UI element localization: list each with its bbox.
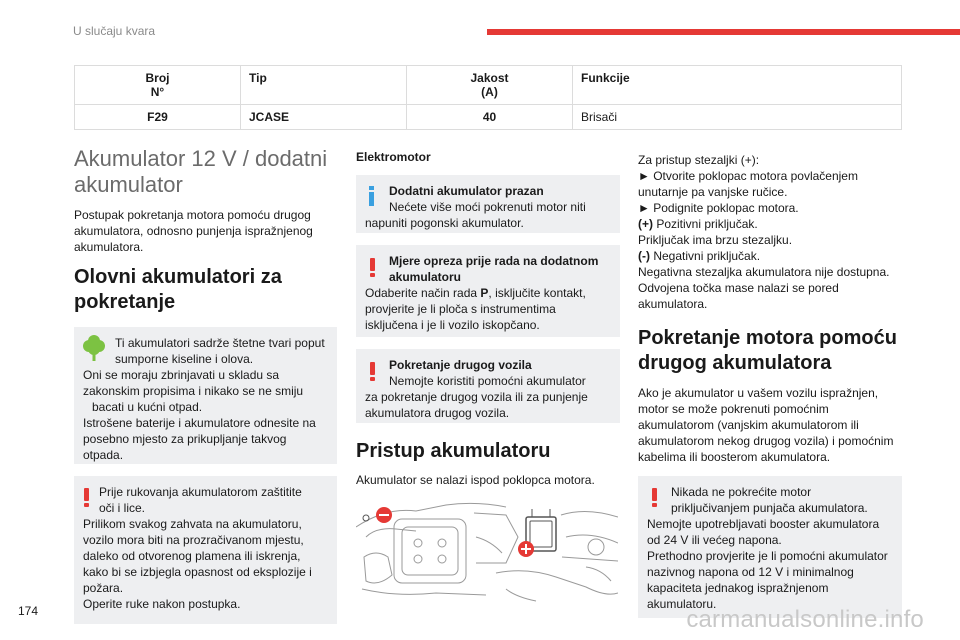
eco-note-line5: Istrošene baterije i akumulatore odnesite na posebno mjesto za prikupljanje takvog otpada. [83, 416, 316, 462]
info-note-auxiliary-empty [356, 175, 620, 233]
negative-terminal-extra: Negativna stezaljka akumulatora nije dostupna. Odvojena točka mase nalazi se pored akumulatora. [638, 265, 890, 311]
info-note-body-first: Nećete više moći pokrenuti motor niti [389, 200, 586, 214]
warning-note-body-first: Nemojte koristiti pomoćni akumulator [389, 374, 586, 388]
info-note-body-rest: napuniti pogonski akumulator. [365, 216, 524, 230]
heading-pristup-akumulatoru: Pristup akumulatoru [356, 440, 551, 462]
cell-jakost: 40 [407, 105, 573, 130]
warning-note-booster [638, 476, 902, 618]
warning-note-body-rest: za pokretanje drugog vozila ili za punjenje akumulatora drugog vozila. [365, 390, 588, 420]
warning-icon [370, 362, 376, 382]
warning-icon [652, 488, 658, 508]
eco-note [74, 327, 337, 464]
warning-icon [84, 488, 90, 508]
cell-tip: JCASE [241, 105, 407, 130]
column-header-broj: Broj N° [75, 66, 241, 105]
column-left [74, 146, 337, 624]
warning-line1: Nikada ne pokrećite motor [671, 485, 812, 499]
eco-note-line2: sumporne kiseline i olova. [115, 352, 254, 366]
watermark: carmanualsonline.info [686, 606, 924, 633]
positive-terminal-text: (+) Pozitivni priključak. [638, 217, 758, 231]
engine-bay-drawing [356, 497, 618, 607]
clamp-access-text: Za pristup stezaljki (+): [638, 153, 760, 167]
warning-note-body: Odaberite način rada P, isključite kontakt, provjerite je li ploča s instrumentima isključena i je li vozilo iskopčano. [365, 286, 586, 332]
eco-note-line1: Ti akumulatori sadrže štetne tvari poput [115, 336, 325, 350]
warning-note-precautions [356, 245, 620, 337]
warning-line2: oči i lice. [99, 501, 146, 515]
step-open-bonnet: ► Otvorite poklopac motora povlačenjem unutarnje pa vanjske ručice. [638, 169, 858, 199]
table-row [75, 105, 902, 130]
column-header-funkcije: Funkcije [573, 66, 902, 105]
warning-line3: Prilikom svakog zahvata na akumulatoru, vozilo mora biti na prozračivanom mjestu, daleko od otvorenog plamena ili iskrenja, kako bi se izbjegla opasnost od eksplozije i požara. [83, 517, 312, 595]
warning-note-head: Mjere opreza prije rada na dodatnom akumulatoru [389, 254, 599, 284]
warning-line4: Operite ruke nakon postupka. [83, 597, 241, 611]
column-header-tip: Tip [241, 66, 407, 105]
step-raise-bonnet: ► Podignite poklopac motora. [638, 201, 799, 215]
battery-location-text: Akumulator se nalazi ispod poklopca motora. [356, 473, 595, 487]
engine-bay-illustration [356, 497, 618, 607]
column-right [638, 146, 902, 618]
eco-note-line4: bacati u kućni otpad. [92, 400, 203, 414]
warning-line3: Nemojte upotrebljavati booster akumulatora od 24 V ili većeg napona. [647, 517, 880, 547]
column-middle [356, 146, 620, 607]
positive-terminal-extra: Priključak ima brzu stezaljku. [638, 233, 793, 247]
heading-olovni-akumulatori: Olovni akumulatori za pokretanje [74, 266, 282, 313]
jump-start-text: Ako je akumulator u vašem vozilu ispražnjen, motor se može pokrenuti pomoćnim akumulatorom (vanjskim akumulatorom ili akumulatorom nekog drugog vozila) i pomoćnim kabelima ili boosterom akumulatora. [638, 386, 894, 464]
warning-icon [370, 258, 376, 278]
fuse-table [74, 65, 902, 130]
warning-note-other-vehicle [356, 349, 620, 423]
eco-tree-icon [82, 335, 106, 361]
page-number: 174 [18, 604, 39, 618]
warning-line1: Prije rukovanja akumulatorom zaštitite [99, 485, 302, 499]
section-title: Akumulator 12 V / dodatni akumulator [74, 146, 328, 197]
header-accent-bar [487, 29, 960, 35]
warning-line4: Prethodno provjerite je li pomoćni akumulator nazivnog napona od 12 V i minimalnog kapaciteta jednakog ispražnjenom akumulatoru. [647, 549, 888, 611]
heading-elektromotor: Elektromotor [356, 150, 431, 164]
warning-note-head: Pokretanje drugog vozila [389, 358, 532, 372]
column-header-jakost: Jakost (A) [407, 66, 573, 105]
eco-note-line3: Oni se moraju zbrinjavati u skladu sa zakonskim propisima i nikako se ne smiju [83, 368, 304, 398]
negative-terminal-text: (-) Negativni priključak. [638, 249, 761, 263]
intro-text: Postupak pokretanja motora pomoću drugog akumulatora, odnosno punjenja ispražnjenog akumulatora. [74, 208, 313, 254]
heading-pokretanje-motora: Pokretanje motora pomoću drugog akumulatora [638, 327, 897, 374]
header-title: U slučaju kvara [73, 24, 156, 38]
warning-note-protection [74, 476, 337, 624]
info-note-head: Dodatni akumulator prazan [389, 184, 544, 198]
cell-broj: F29 [75, 105, 241, 130]
table-header-row [75, 66, 902, 105]
warning-line2: priključivanjem punjača akumulatora. [671, 501, 868, 515]
info-icon [369, 186, 375, 206]
cell-funkcije: Brisači [573, 105, 902, 130]
